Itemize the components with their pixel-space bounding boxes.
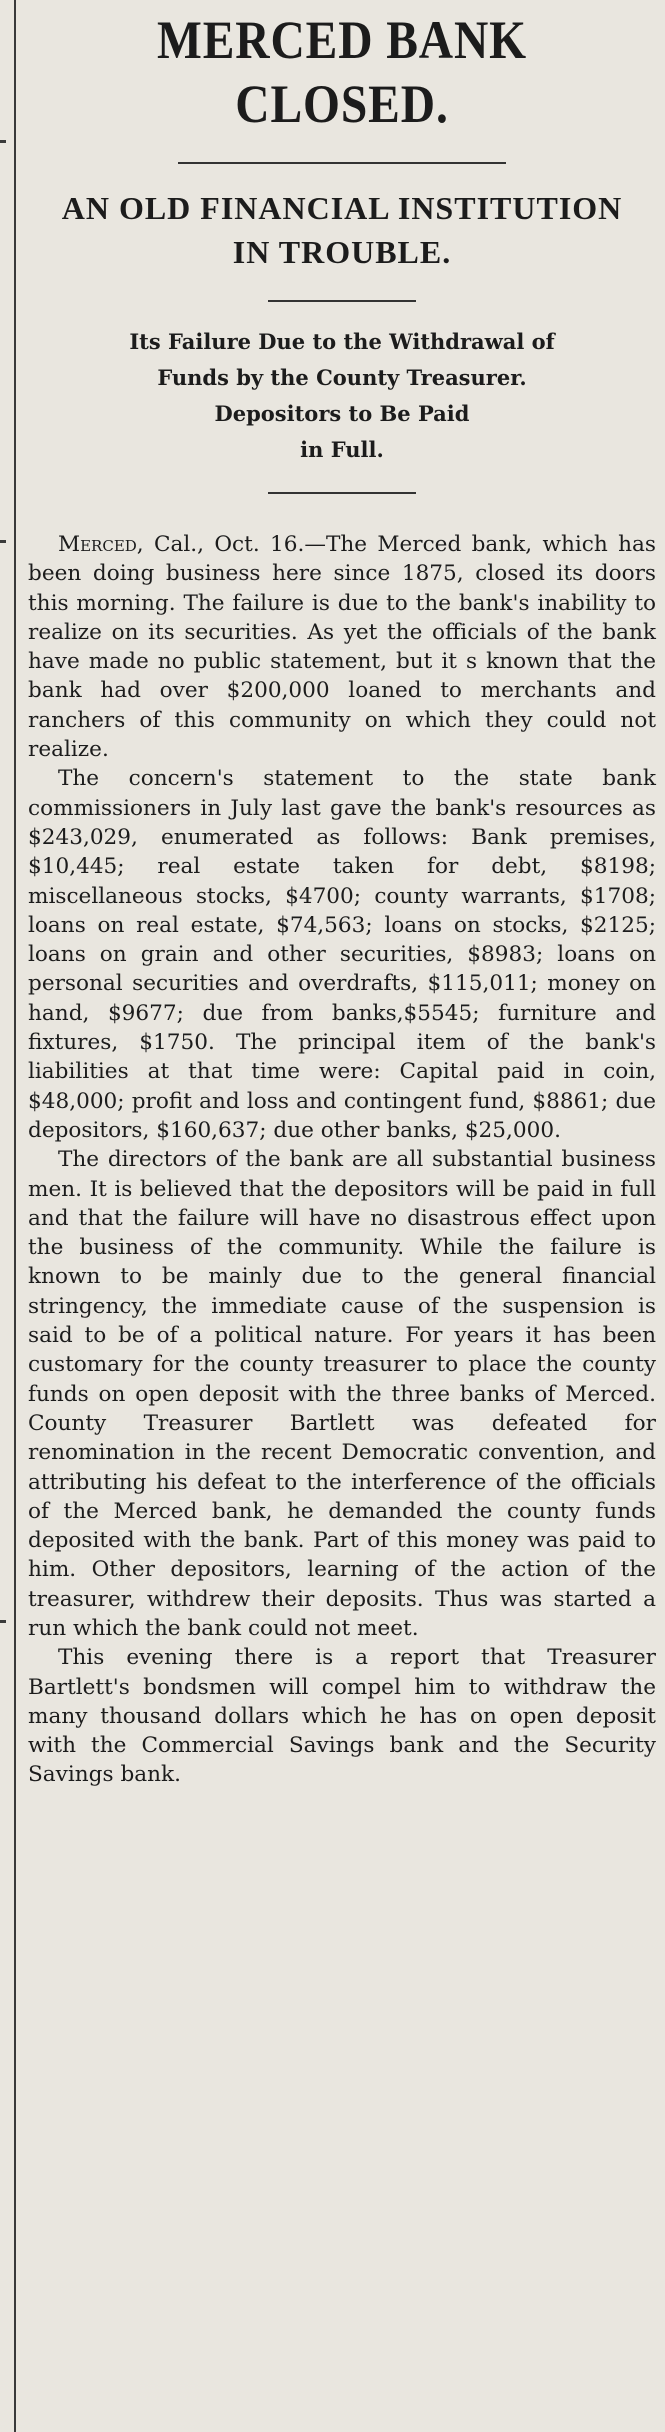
deck-primary <box>38 186 646 274</box>
paragraph-text: Cal., Oct. 16.—The Merced bank, which has been doing business here since 1875, closed its doors this morning. The failure is due to the bank's inability to realize on its securities. As yet the officials of the bank have made no public statement, but it s known that the bank had over $200,000 loaned to merchants and ranchers of this community on which they could not realize. <box>28 532 656 763</box>
deck-secondary <box>38 324 646 468</box>
column-tick <box>0 540 6 543</box>
paragraph <box>28 530 656 764</box>
column-rule <box>14 0 16 2432</box>
dateline: Merced, <box>58 532 144 557</box>
deck-primary-line: IN TROUBLE. <box>232 234 452 270</box>
deck-secondary-line: in Full. <box>300 437 384 462</box>
article-column <box>28 0 656 1790</box>
deck-primary-line: AN OLD FINANCIAL INSTITUTION <box>61 190 623 226</box>
headline-rule <box>178 162 506 164</box>
deck-secondary-line: Funds by the County Treasurer. <box>157 365 527 390</box>
paragraph: This evening there is a report that Treasurer Bartlett's bondsmen will compel him to withdraw the many thousand dollars which he has on open deposit with the Commercial Savings bank and the Security Savings bank. <box>28 1645 656 1788</box>
paragraph: The concern's statement to the state bank commissioners in July last gave the bank's resources as $243,029, enumerated as follows: Bank premises, $10,445; real estate taken for debt, $8198; miscellaneous stocks, $4700; county warrants, $1708; loans on real estate, $74,563; loans on stocks, $2125; loans on grain and other securities, $8983; loans on personal securities and overdrafts, $115,011; money on hand, $9677; due from banks,$5545; furniture and fixtures, $1750. The principal item of the bank's liabilities at that time were: Capital paid in coin, $48,000; profit and loss and contingent fund, $8861; due depositors, $160,637; due other banks, $25,000. <box>28 766 656 1143</box>
headline: MERCED BANK CLOSED. <box>156 10 528 134</box>
deck-rule <box>268 300 416 302</box>
column-tick <box>0 1620 6 1623</box>
deck-secondary-line: Its Failure Due to the Withdrawal of <box>129 329 555 354</box>
paragraph: The directors of the bank are all substantial business men. It is believed that the depositors will be paid in full and that the failure will have no disastrous effect upon the business of the community. While the failure is known to be mainly due to the general financial stringency, the immediate cause of the suspension is said to be of a political nature. For years it has been customary for the county treasurer to place the county funds on open deposit with the three banks of Merced. County Treasurer Bartlett was defeated for renomination in the recent Democratic convention, and attributing his defeat to the interference of the officials of the Merced bank, he demanded the county funds deposited with the bank. Part of this money was paid to him. Other depositors, learning of the action of the treasurer, withdrew their deposits. Thus was started a run which the bank could not meet. <box>28 1147 656 1641</box>
deck-secondary-line: Depositors to Be Paid <box>214 401 470 426</box>
deck-rule <box>268 492 416 494</box>
column-tick <box>0 140 6 143</box>
article-body <box>28 530 656 1790</box>
